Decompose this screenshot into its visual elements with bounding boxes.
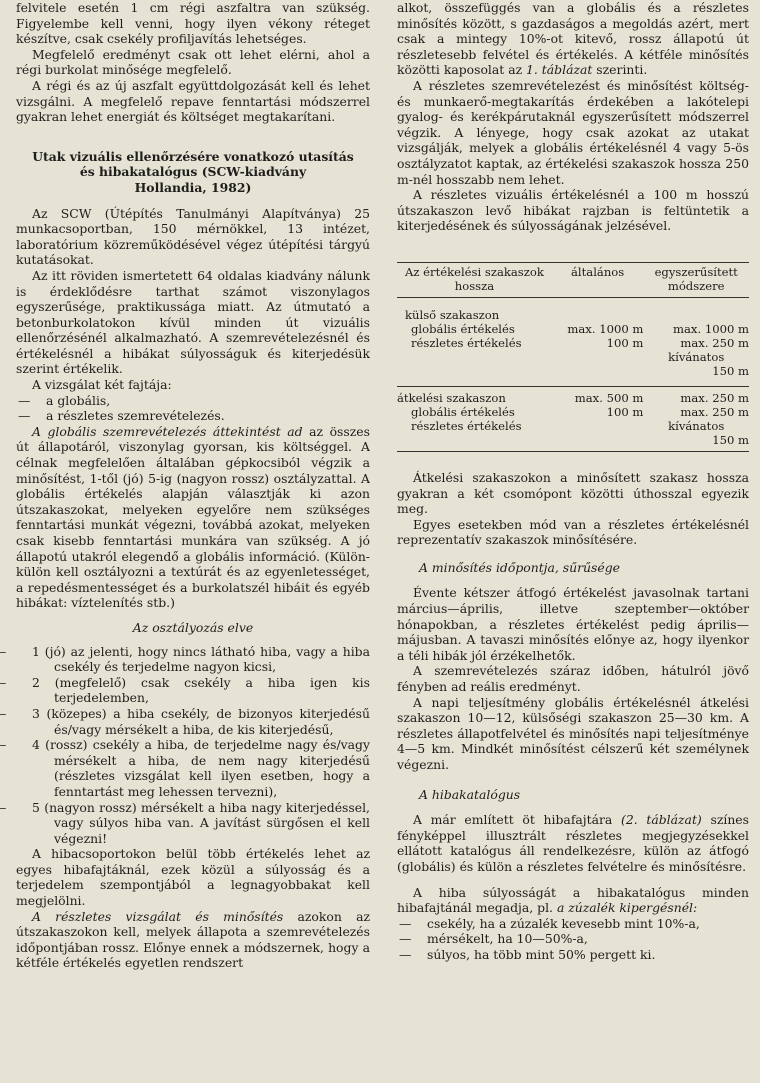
- table-cell: 100 m: [606, 404, 644, 419]
- table-row: [397, 308, 749, 322]
- continuation-paragraph-3: A részletes vizuális értékelésnél a 100 m hosszú útszakaszon levő hibákat rajzban is feltüntetik a kiterjedésének és súlyosságának jelzésével.: [397, 187, 749, 234]
- table-cell: max. 1000 m: [567, 321, 644, 336]
- table-row: [397, 391, 749, 405]
- inspection-type-item: — a részletes szemrevételezés.: [16, 408, 370, 424]
- catalog-paragraph-1: [397, 812, 749, 874]
- timing-paragraph-1: Évente kétszer átfogó értékelést javasolnak tartani március—április, illetve szeptember—október hónapokban, a részletes értékelést pedig április—májusban. A tavaszi minősítés előnye az, hogy ilyenkor a téli hibák jól érzékelhetők.: [397, 585, 749, 663]
- table-cell: globális értékelés: [411, 321, 515, 336]
- table-row: [397, 405, 749, 419]
- table-cell: részletes értékelés: [411, 418, 522, 433]
- inspection-type-list: [16, 393, 370, 424]
- timing-paragraph-3: A napi teljesítmény globális értékelésnél átkelési szakaszon 10—12, külsőségi szakaszon 25—30 km. A részletes állapotfelvétel és minősítés napi teljesítménye 4—5 km. Mindkét minősítést célszerű két személynek végezni.: [397, 694, 749, 772]
- continuation-paragraph-2: A részletes szemrevételezést és minősítést költség- és munkaerő-megtakarítás érdekében a lakótelepi gyalog- és kerékpárutaknál egyszerűsített módszerrel végzik. A lényege, hogy csak azokat az utakat vizsgálják, melyek a globális értékelésnél 4 vagy 5-ös osztályzatot kaptak, az értékelési szakaszok hossza 250 m-nél hosszabb nem lehet.: [397, 77, 749, 187]
- timing-paragraph-2: A szemrevételezés száraz időben, hátulról jövő fényben ad reális eredményt.: [397, 663, 749, 695]
- detail-rest: azokon az útszakaszokon kell, melyek állapota a szemrevételezés időpontjában rossz. Előnye ennek a módszernek, hogy a kétféle értékelés egyetlen rendszert: [16, 908, 370, 971]
- classification-list: [16, 644, 370, 847]
- table-cell: max. 250 m: [680, 335, 749, 350]
- catalog-paragraph-2: [397, 885, 749, 916]
- classification-level-2: — 2 (megfelelő) csak csekély a hiba igen kis terjedelemben,: [16, 675, 370, 706]
- left-column: [16, 0, 370, 971]
- inspection-type-item: — a globális,: [16, 393, 370, 409]
- table-row: [397, 350, 749, 364]
- after-table-paragraph-2: Egyes esetekben mód van a részletes értékelésnél reprezentatív szakaszok minősítésére.: [397, 516, 749, 548]
- scw-paragraph-1: Az SCW (Útépítés Tanulmányi Alapítványa) 25 munkacsoportban, 150 mérnökkel, 13 intézet, laboratórium közreműködésével végez útépítési tárgyú kutatásokat.: [16, 205, 370, 268]
- classification-heading: Az osztályozás elve: [132, 619, 254, 635]
- table-header-row: [397, 263, 749, 298]
- section-title-line-2: és hibakatalógus (SCW-kiadvány: [79, 164, 307, 180]
- evaluation-sections-table: [397, 262, 749, 452]
- section-title: [16, 149, 370, 196]
- table-cell: 150 m: [712, 363, 749, 378]
- catalog-text-b: színes fényképpel illusztrált részletes megjegyzésekkel ellátott katalógus áll rendelkezésre, külön az átfogó (globális) és külön a részletes felvételre és minősítésre.: [397, 812, 749, 874]
- section-title-line-1: Utak vizuális ellenőrzésére vonatkozó utasítás: [32, 148, 354, 164]
- classification-level-1: — 1 (jó) az jelenti, hogy nincs látható hiba, vagy a hiba csekély és terjedelme nagyon kicsi,: [16, 644, 370, 675]
- table-row: [397, 419, 749, 433]
- table-cell: kívánatos: [668, 349, 725, 364]
- table-cell: 150 m: [712, 432, 749, 447]
- two-types-lead: A vizsgálat két fajtája:: [32, 377, 172, 393]
- table-1-reference: 1. táblázat: [526, 62, 593, 78]
- detail-paragraph: [16, 909, 370, 971]
- table-row: [397, 433, 749, 447]
- table-cell: részletes értékelés: [411, 335, 522, 350]
- severity-item: — mérsékelt, ha 10—50%-a,: [397, 931, 749, 947]
- table-group-label: átkelési szakaszon: [397, 390, 506, 405]
- catalog-text-c: A hiba súlyosságát a hibakatalógus minden hibafajtánál megadja, pl.: [397, 884, 749, 916]
- table-row: [397, 336, 749, 350]
- catalog-heading: A hibakatalógus: [419, 786, 521, 802]
- scw-paragraph-2: Az itt röviden ismertetett 64 oldalas kiadvány nálunk is érdeklődésre tarthat számot viszonylagos egyszerűsége, praktikussága miatt. Az útmutató a betonburkolatokon kívül minden út vizuális ellenőrzésénél alkalmazható. A szemrevételezésnél és értékelésnél a hibákat súlyosságuk és kiterjedésük szerint értékelik.: [16, 267, 370, 377]
- table-cell: globális értékelés: [411, 404, 515, 419]
- section-title-line-3: Hollandia, 1982): [134, 179, 252, 195]
- table-group-label: külső szakaszon: [405, 307, 500, 322]
- table-cell: max. 250 m: [680, 404, 749, 419]
- global-paragraph: [16, 424, 370, 611]
- classification-level-5: — 5 (nagyon rossz) mérsékelt a hiba nagy kiterjedéssel, vagy súlyos hiba van. A javítást sürgősen el kell végezni!: [16, 800, 370, 847]
- table-header-general: általános: [571, 264, 625, 279]
- table-2-reference: (2. táblázat): [621, 812, 702, 828]
- severity-list: [397, 916, 749, 963]
- catalog-example: a zúzalék kipergésnél:: [556, 900, 698, 916]
- catalog-text-a: A már említett öt hibafajtára: [413, 812, 622, 828]
- right-column: [397, 0, 749, 963]
- table-row: [397, 364, 749, 378]
- table-header-length: Az értékelési szakaszok hossza: [405, 264, 544, 293]
- intro-paragraph-1: felvitele esetén 1 cm régi aszfaltra van szükség. Figyelembe kell venni, hogy ilyen vékony réteget készítve, csak csekély profiljavítás lehetséges.: [16, 0, 370, 47]
- continuation-text-b: szerinti.: [592, 62, 648, 78]
- classification-level-3: — 3 (közepes) a hiba csekély, de bizonyos kiterjedésű és/vagy mérsékelt a hiba, de kis kiterjedésű,: [16, 706, 370, 737]
- table-row: [397, 322, 749, 336]
- severity-item: — csekély, ha a zúzalék kevesebb mint 10%-a,: [397, 916, 749, 932]
- table-cell: kívánatos: [668, 418, 725, 433]
- continuation-text-a: alkot, összefüggés van a globális és a részletes minősítés között, s gazdaságos a megoldás azért, mert csak a mintegy 10%-ot kitevő, rossz állapotú út részletesebb felvétel és értékelés. A kétféle minősítés közötti kaposolat az: [397, 0, 749, 78]
- table-cell: max. 1000 m: [673, 321, 749, 336]
- detail-lead: A részletes vizsgálat és minősítés: [32, 908, 284, 924]
- global-rest: az összes út állapotáról, viszonylag gyorsan, kis költséggel. A célnak megfelelően általában gépkocsiból végzik a minősítést, 1-től (jó) 5-ig (nagyon rossz) osztályzattal. A globális értékelés alapján választják ki azon útszakaszokat, melyeken egyelőre nem szükséges fenntartási munkát végezni, továbbá azokat, melyeken csak kisebb fenntartási munkára van szükség. A jó állapotú utakról elegendő a globális információ. (Külön-külön kell osztályozni a textúrát és az egyenletességet, a repedésmentességet és a burkolatszél hibáit és egyéb hibákat: víztelenítés stb.): [16, 423, 370, 611]
- intro-paragraph-3: A régi és az új aszfalt együttdolgozását kell és lehet vizsgálni. A megfelelő repave fenntartási módszerrel gyakran lehet energiát és költséget megtakarítani.: [16, 77, 370, 125]
- table-cell: max. 500 m: [574, 390, 644, 405]
- table-cell: 100 m: [606, 335, 644, 350]
- groups-paragraph: A hibacsoportokon belül több értékelés lehet az egyes hibafajtáknál, ezek közül a súlyosság és a terjedelem szempontjából a legnagyobbakat kell megjelölni.: [16, 846, 370, 909]
- timing-heading: A minősítés időpontja, sűrűsége: [419, 559, 620, 575]
- table-cell: max. 250 m: [680, 390, 749, 405]
- continuation-paragraph-1: [397, 0, 749, 78]
- table-header-simplified: egyszerűsített módszere: [654, 264, 738, 293]
- severity-item: — súlyos, ha több mint 50% pergett ki.: [397, 947, 749, 963]
- intro-paragraph-2: Megfelelő eredményt csak ott lehet elérni, ahol a régi burkolat minősége megfelelő.: [16, 46, 370, 78]
- classification-level-4: — 4 (rossz) csekély a hiba, de terjedelme nagy és/vagy mérsékelt a hiba, de nem nagy kiterjedésű (részletes vizsgálat kell ilyen esetben, hogy a fenntartást meg lehessen tervezni),: [16, 737, 370, 799]
- after-table-paragraph-1: Átkelési szakaszokon a minősített szakasz hossza gyakran a két csomópont közötti úthosszal egyezik meg.: [397, 469, 749, 517]
- global-lead: A globális szemrevételezés áttekintést ad: [32, 423, 303, 439]
